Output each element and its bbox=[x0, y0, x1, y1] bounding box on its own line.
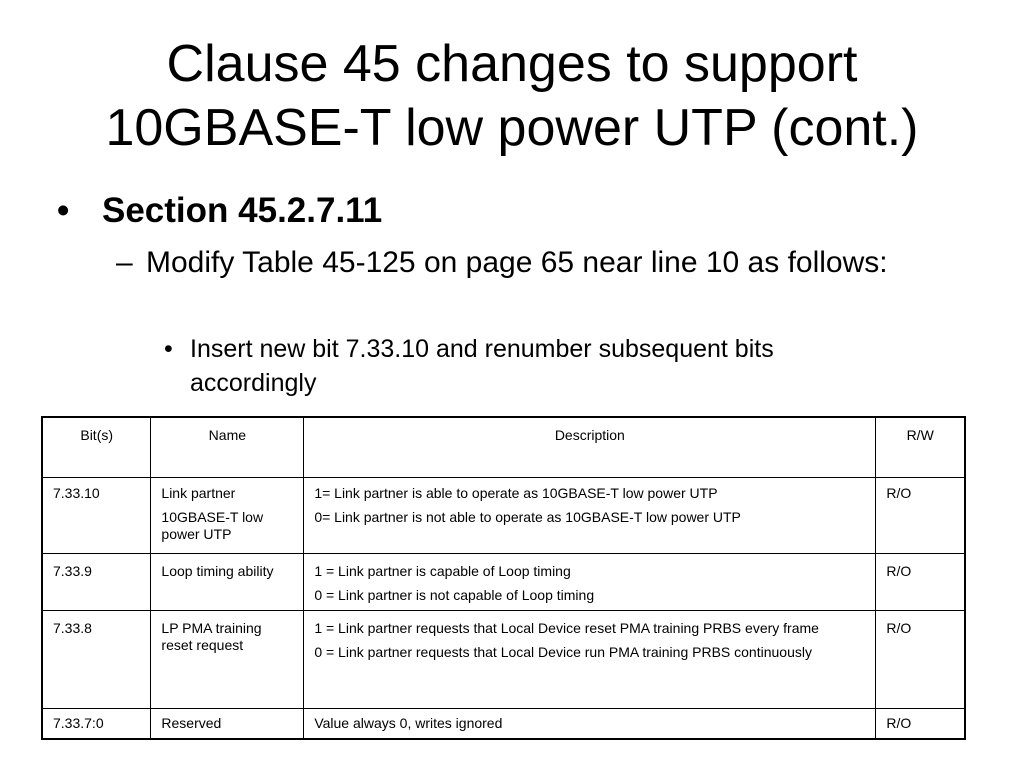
bullet-level-2 bbox=[116, 244, 896, 281]
register-bit-table bbox=[41, 416, 966, 740]
bullet-level-1-text: Section 45.2.7.11 bbox=[102, 191, 383, 230]
table-row bbox=[42, 478, 965, 554]
cell-description-line: 1 = Link partner requests that Local Device reset PMA training PRBS every frame bbox=[314, 620, 819, 636]
cell-description bbox=[304, 478, 876, 554]
cell-rw: R/O bbox=[876, 478, 965, 554]
bullet-level-3 bbox=[164, 332, 884, 400]
table-header-row bbox=[42, 417, 965, 478]
cell-name-line: LP PMA training reset request bbox=[161, 620, 262, 653]
cell-name-line: Reserved bbox=[161, 715, 222, 731]
cell-description-line: 1= Link partner is able to operate as 10GBASE-T low power UTP bbox=[314, 485, 718, 501]
cell-description bbox=[304, 554, 876, 611]
bullet-level-2-text: Modify Table 45-125 on page 65 near line 10 as follows: bbox=[146, 246, 888, 279]
cell-rw: R/O bbox=[876, 611, 965, 709]
cell-name bbox=[151, 611, 304, 709]
cell-bits: 7.33.8 bbox=[42, 611, 151, 709]
table-row bbox=[42, 554, 965, 611]
header-rw: R/W bbox=[876, 417, 965, 478]
cell-bits: 7.33.7:0 bbox=[42, 709, 151, 740]
cell-name-line: 10GBASE-T low power UTP bbox=[161, 509, 264, 542]
table-row bbox=[42, 709, 965, 740]
cell-description-line: Value always 0, writes ignored bbox=[314, 715, 503, 731]
bullet-dot-icon: • bbox=[57, 191, 70, 230]
bullet-dot-icon: • bbox=[164, 335, 173, 363]
cell-rw: R/O bbox=[876, 554, 965, 611]
bullet-level-1 bbox=[57, 190, 383, 232]
bullet-level-3-text: Insert new bit 7.33.10 and renumber subsequent bits accordingly bbox=[190, 335, 774, 397]
bullet-dash-icon: – bbox=[116, 246, 133, 279]
cell-bits: 7.33.9 bbox=[42, 554, 151, 611]
cell-name bbox=[151, 554, 304, 611]
table-row bbox=[42, 611, 965, 709]
cell-name bbox=[151, 709, 304, 740]
cell-name-line: Link partner bbox=[161, 485, 236, 501]
cell-name bbox=[151, 478, 304, 554]
cell-description-line: 1 = Link partner is capable of Loop timing bbox=[314, 563, 571, 579]
cell-description bbox=[304, 709, 876, 740]
cell-description-line: 0 = Link partner requests that Local Device run PMA training PRBS continuously bbox=[314, 644, 812, 660]
header-bits: Bit(s) bbox=[42, 417, 151, 478]
cell-description-line: 0 = Link partner is not capable of Loop timing bbox=[314, 587, 595, 603]
cell-description bbox=[304, 611, 876, 709]
slide-title-line-2: 10GBASE-T low power UTP (cont.) bbox=[105, 99, 919, 157]
slide-title bbox=[0, 32, 1024, 160]
header-name: Name bbox=[151, 417, 304, 478]
cell-name-line: Loop timing ability bbox=[161, 563, 274, 579]
header-description: Description bbox=[304, 417, 876, 478]
slide-title-line-1: Clause 45 changes to support bbox=[166, 35, 858, 93]
cell-rw: R/O bbox=[876, 709, 965, 740]
cell-bits: 7.33.10 bbox=[42, 478, 151, 554]
cell-description-line: 0= Link partner is not able to operate as 10GBASE-T low power UTP bbox=[314, 509, 741, 525]
